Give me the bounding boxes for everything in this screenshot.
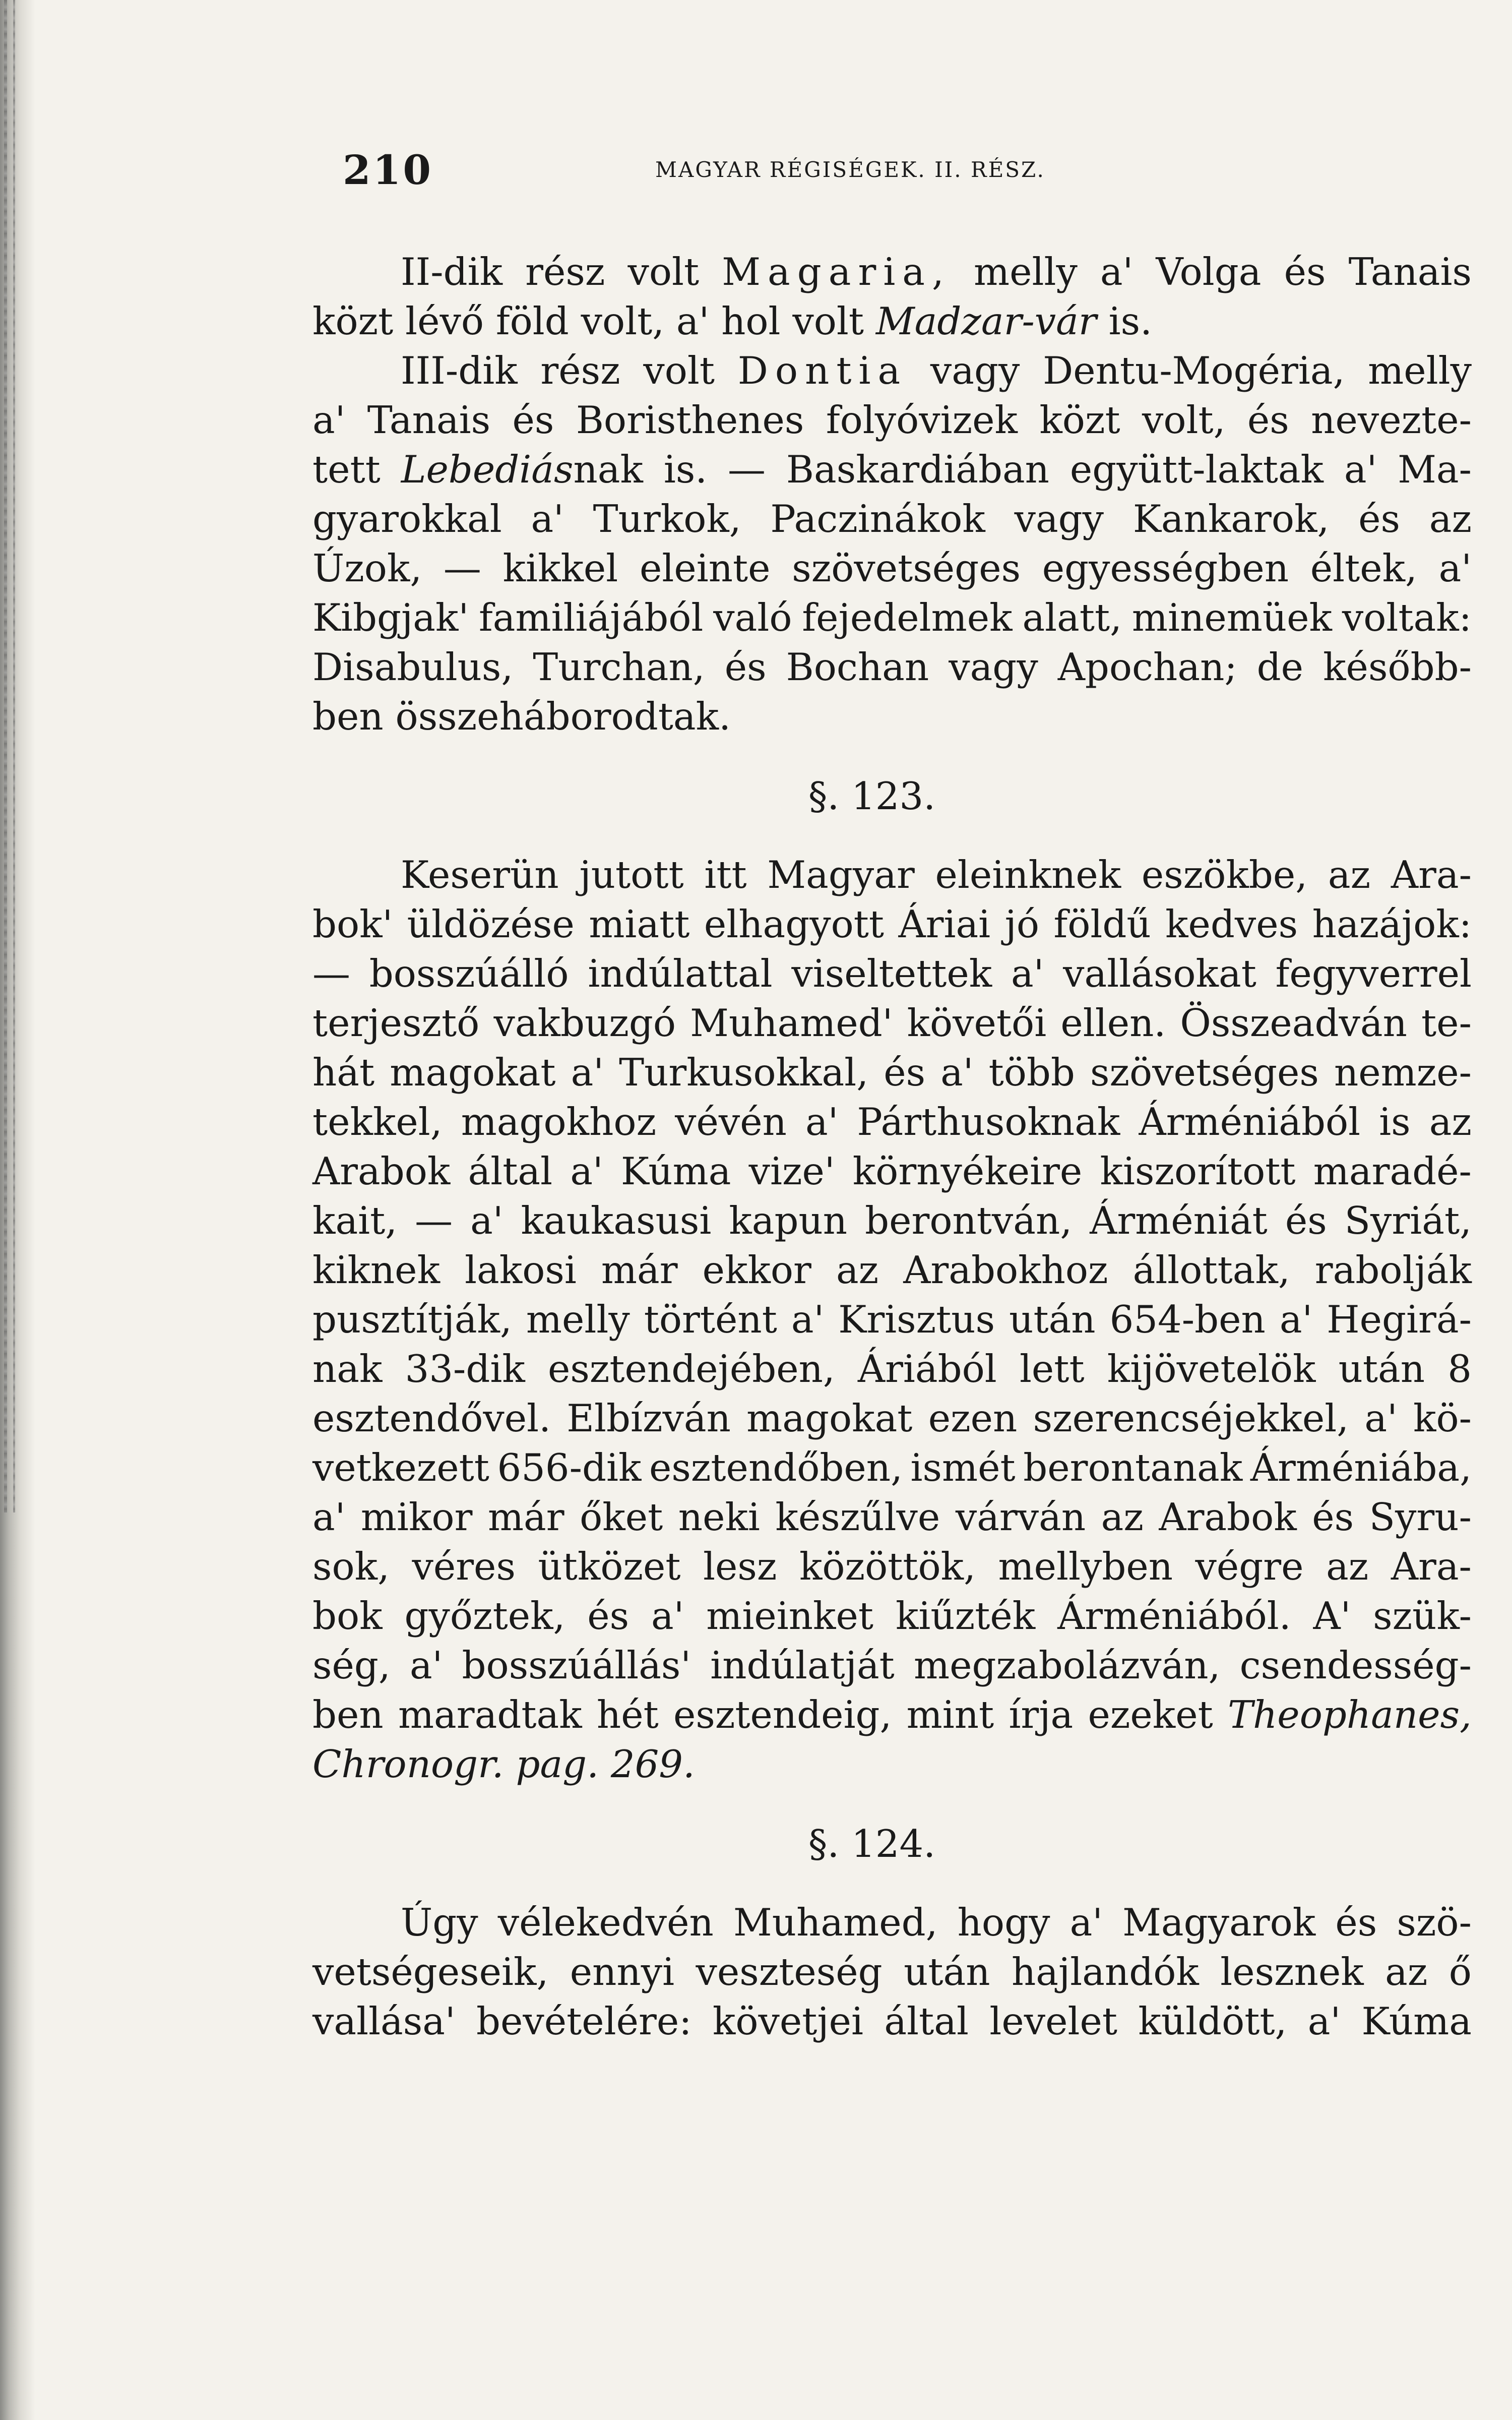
text-line: — bosszúálló indúlattal viseltettek a' vallásokat fegyverrel	[312, 951, 1472, 996]
section-heading-124: §. 124.	[808, 1822, 936, 1866]
body-text	[312, 247, 1472, 2046]
text-line: vetségeseik, ennyi veszteség után hajlandók lesznek az ő	[312, 1950, 1472, 1994]
text-line: közt lévő föld volt, a' hol volt Madzar-vár is.	[312, 299, 1152, 343]
text-line: bok győztek, és a' mieinket kiűzték Árméniából. A' szük-	[312, 1594, 1472, 1638]
binding-stripe	[13, 0, 15, 1512]
text-line: Disabulus, Turchan, és Bochan vagy Apochan; de később-	[312, 645, 1472, 689]
text-line: II-dik rész volt Magaria, melly a' Volga és Tanais	[401, 250, 1472, 294]
text-line: bok' üldözése miatt elhagyott Áriai jó földű kedves hazájok:	[312, 902, 1472, 946]
text-line: Keserün jutott itt Magyar eleinknek eszökbe, az Ara-	[401, 853, 1472, 897]
section-heading-123: §. 123.	[808, 774, 936, 818]
text-line: tekkel, magokhoz vévén a' Párthusoknak Árméniából is az	[312, 1100, 1472, 1144]
binding-shadow	[0, 0, 35, 2420]
text-line: sok, véres ütközet lesz közöttök, mellyben végre az Ara-	[312, 1544, 1472, 1589]
text-line: vetkezett 656-dik esztendőben, ismét berontanak Árméniába,	[312, 1445, 1472, 1490]
text-line: ben maradtak hét esztendeig, mint írja ezeket Theophanes,	[312, 1692, 1472, 1737]
text-line: terjesztő vakbuzgó Muhamed' követői ellen. Összeadván te-	[312, 1001, 1472, 1045]
text-line: ben összeháborodtak.	[312, 694, 731, 739]
text-line: vallása' bevételére: követjei által levelet küldött, a' Kúma	[312, 1999, 1472, 2043]
text-line: III-dik rész volt Dontia vagy Dentu-Mogéria, melly	[401, 348, 1472, 393]
book-page	[312, 146, 1472, 2046]
text-line: kait, — a' kaukasusi kapun berontván, Árméniát és Syriát,	[312, 1198, 1472, 1243]
text-line: Arabok által a' Kúma vize' környékeire kiszorított maradé-	[312, 1149, 1472, 1193]
text-line: nak 33-dik esztendejében, Áriából lett kijövetelök után 8	[312, 1347, 1472, 1391]
text-line: esztendővel. Elbízván magokat ezen szerencséjekkel, a' kö-	[312, 1396, 1472, 1440]
text-line: hát magokat a' Turkusokkal, és a' több szövetséges nemze-	[312, 1050, 1472, 1095]
running-head	[312, 146, 1472, 202]
text-line: tett Lebediásnak is. — Baskardiában együtt-laktak a' Ma-	[312, 447, 1472, 492]
page-number: 210	[343, 146, 433, 194]
text-line: a' mikor már őket neki készűlve várván az Arabok és Syru-	[312, 1495, 1472, 1539]
text-line: Úzok, — kikkel eleinte szövetséges egyességben éltek, a'	[312, 546, 1472, 590]
running-title: MAGYAR RÉGISÉGEK. II. RÉSZ.	[655, 157, 1045, 182]
text-line: gyarokkal a' Turkok, Paczinákok vagy Kankarok, és az	[312, 497, 1472, 541]
binding-stripe	[4, 0, 7, 1512]
text-line: Chronogr. pag. 269.	[312, 1742, 695, 1786]
text-line: pusztítják, melly történt a' Krisztus után 654-ben a' Hegirá-	[312, 1297, 1472, 1342]
text-line: Kibgjak' familiájából való fejedelmek alatt, minemüek voltak:	[312, 595, 1472, 640]
text-line: ség, a' bosszúállás' indúlatját megzabolázván, csendesség-	[312, 1643, 1472, 1687]
text-line: a' Tanais és Boristhenes folyóvizek közt volt, és nevezte-	[312, 398, 1472, 442]
text-line: kiknek lakosi már ekkor az Arabokhoz állottak, rabolják	[312, 1248, 1472, 1292]
text-line: Úgy vélekedvén Muhamed, hogy a' Magyarok és szö-	[401, 1900, 1472, 1945]
